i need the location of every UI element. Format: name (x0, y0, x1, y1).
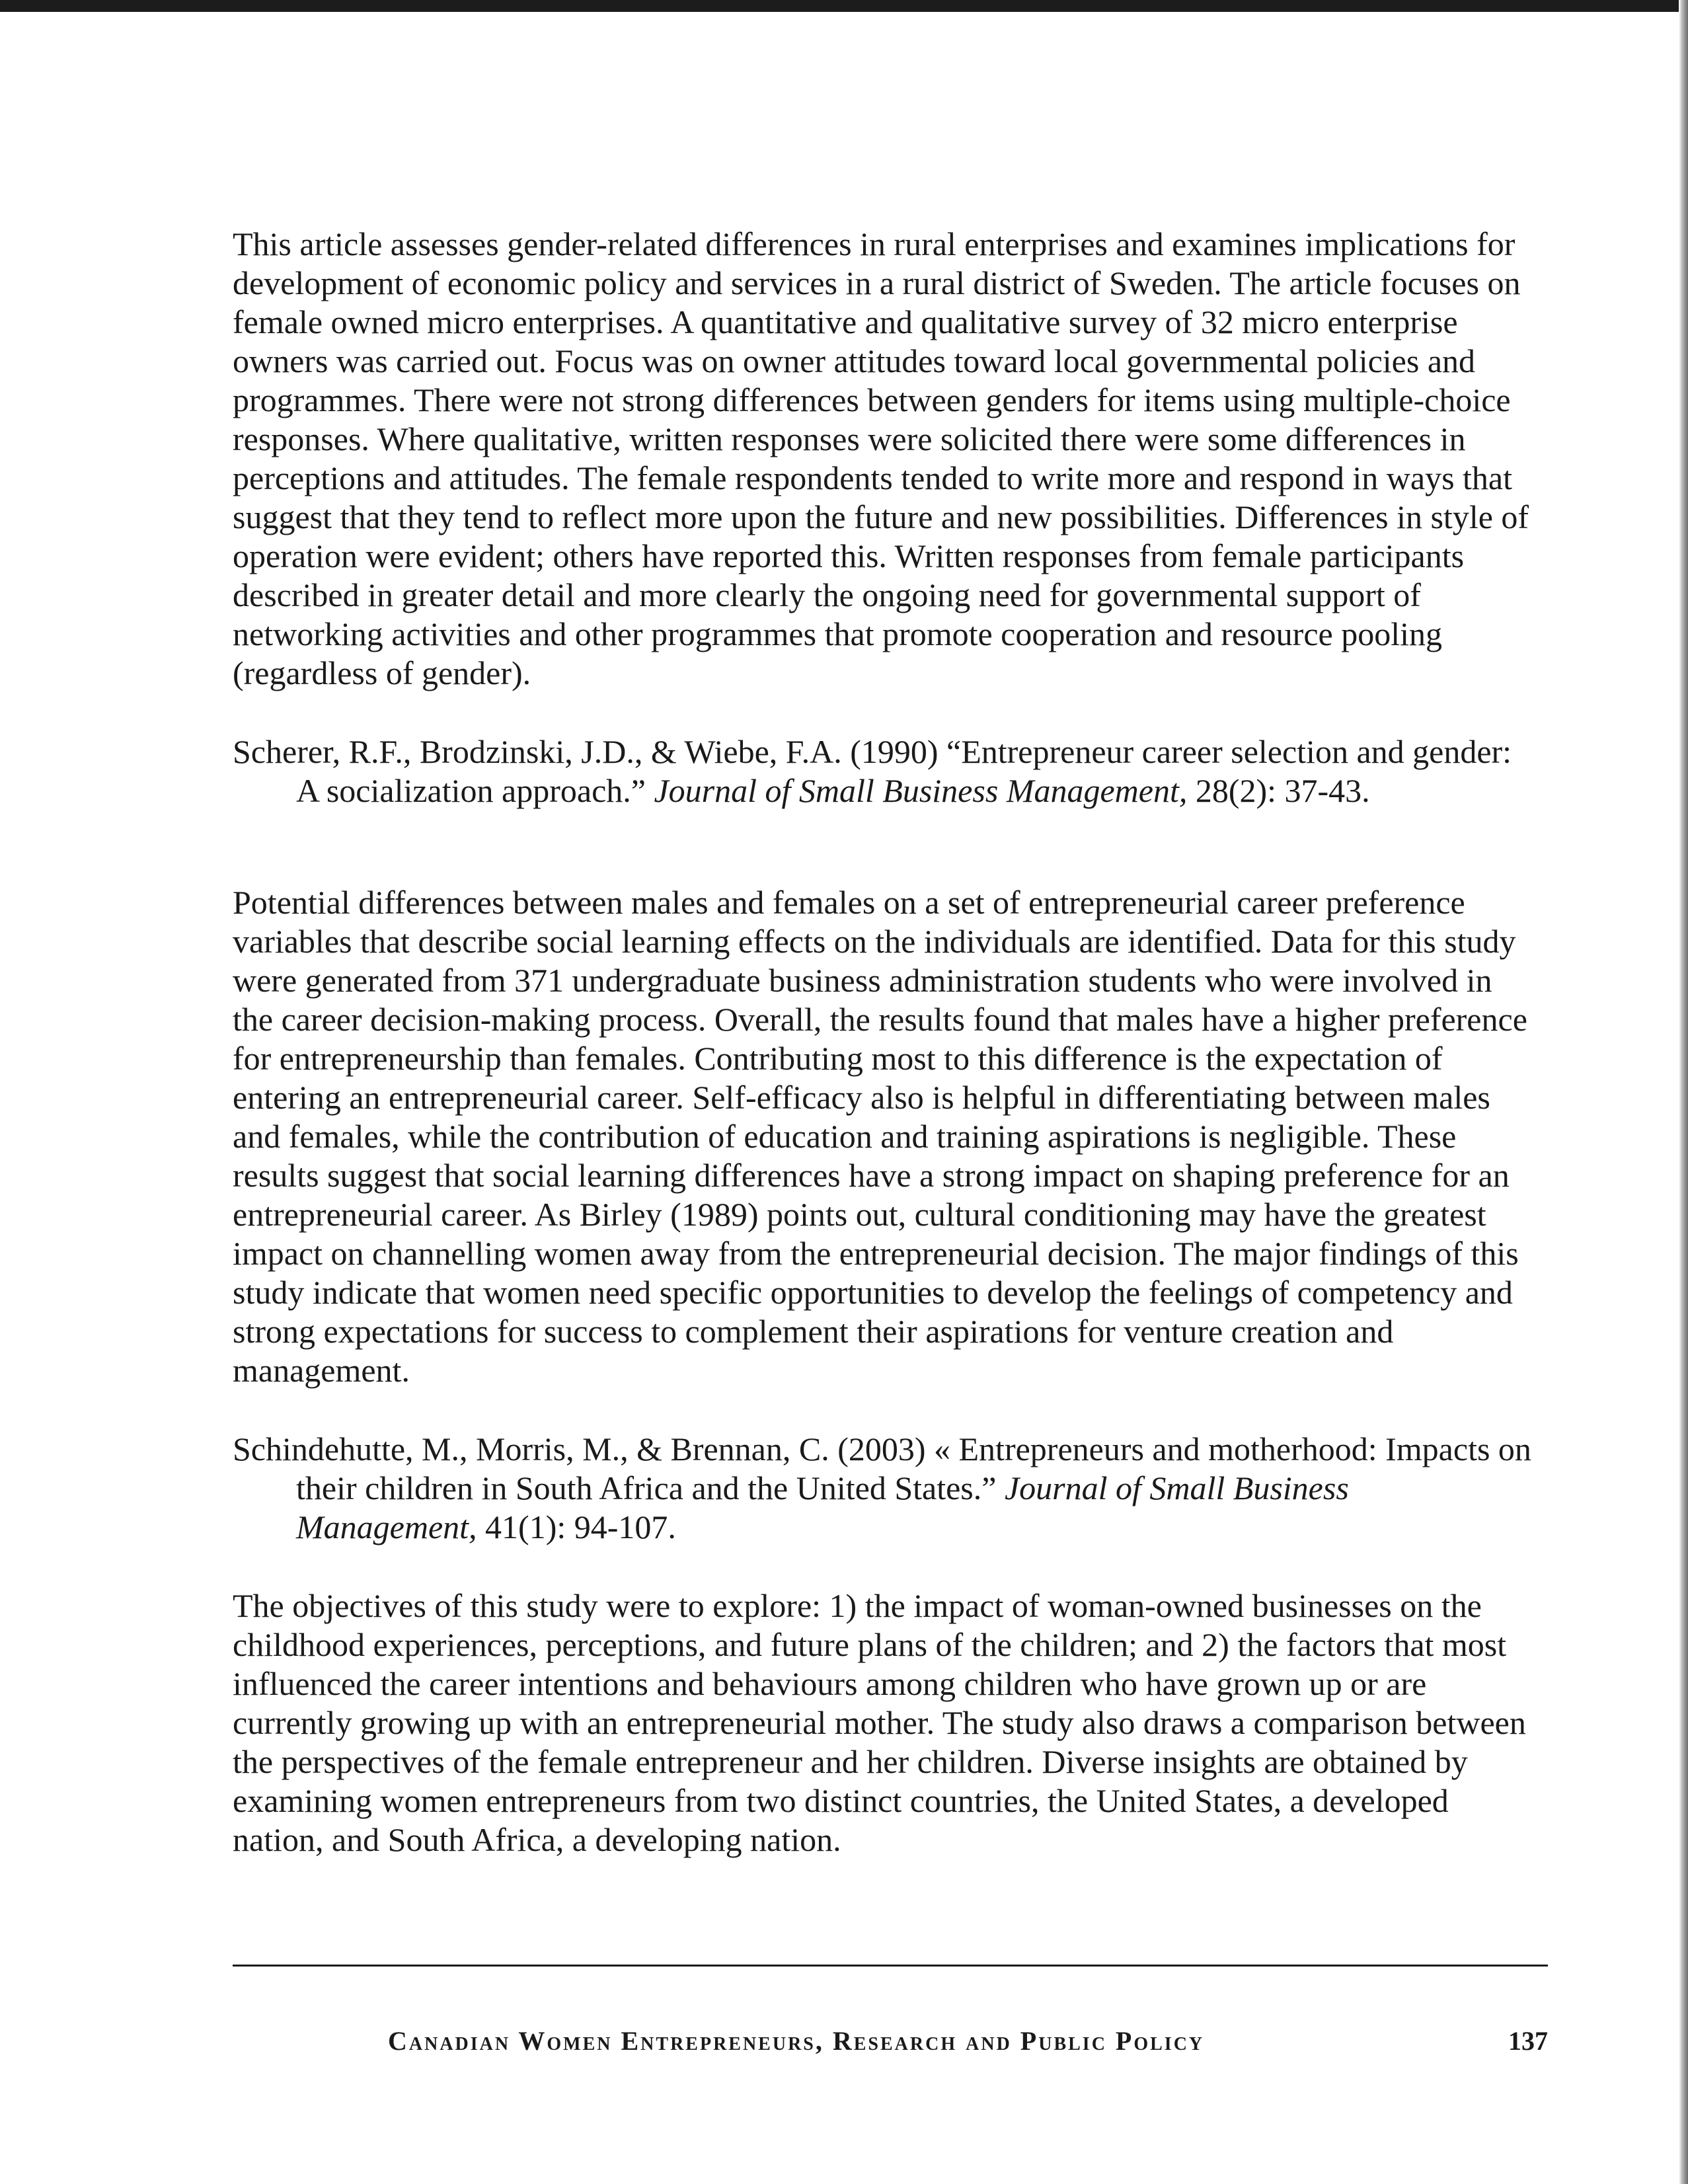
reference-journal: Journal of Small Business Management, (296, 1469, 1349, 1545)
reference-entry (233, 732, 1535, 810)
reference-volume: 28(2): 37-43. (1187, 772, 1370, 809)
paragraph-gap (233, 693, 1535, 732)
abstract-paragraph: This article assesses gender-related differences in rural enterprises and examines implications for development of economic policy and services in a rural district of Sweden. The article focuses on female owned micro enterprises. A quantitative and qualitative survey of 32 micro enterprise owners was carried out. Focus was on owner attitudes toward local governmental policies and programmes. There were not strong differences between genders for items using multiple-choice responses. Where qualitative, written responses were solicited there were some differences in perceptions and attitudes. The female respondents tended to write more and respond in ways that suggest that they tend to reflect more upon the future and new possibilities. Differences in style of operation were evident; others have reported this. Written responses from female participants described in greater detail and more clearly the ongoing need for governmental support of networking activities and other programmes that promote cooperation and resource pooling (regardless of gender). (233, 225, 1529, 691)
reference-volume: 41(1): 94-107. (477, 1508, 676, 1545)
scan-right-edge (1679, 0, 1688, 2184)
reference-journal: Journal of Small Business Management, (654, 772, 1188, 809)
paragraph-gap (233, 1390, 1535, 1430)
page-footer (233, 2021, 1548, 2061)
abstract-paragraph: The objectives of this study were to explore: 1) the impact of woman-owned businesses on the childhood experiences, perceptions, and future plans of the children; and 2) the factors that most influenced the career intentions and behaviours among children who have grown up or are currently growing up with an entrepreneurial mother. The study also draws a comparison between the perspectives of the female entrepreneur and her children. Diverse insights are obtained by examining women entrepreneurs from two distinct countries, the United States, a developed nation, and South Africa, a developing nation. (233, 1587, 1526, 1858)
page-body (233, 225, 1535, 1859)
paragraph-gap (233, 1547, 1535, 1586)
reference-text: Scherer, R.F., Brodzinski, J.D., & Wiebe, F.A. (1990) “Entrepreneur career selection and gender: A socialization approach.” (233, 733, 1512, 809)
running-head: Canadian Women Entrepreneurs, Research and Public Policy (388, 2026, 1205, 2056)
paragraph-gap (233, 810, 1535, 883)
page-number: 137 (1508, 2026, 1548, 2056)
footer-rule (233, 1965, 1548, 1967)
scan-top-edge (0, 0, 1688, 12)
reference-text: Schindehutte, M., Morris, M., & Brennan, C. (2003) « Entrepreneurs and motherhood: Impacts on their children in South Africa and the United States.” (233, 1430, 1531, 1506)
abstract-paragraph: Potential differences between males and females on a set of entrepreneurial career preference variables that describe social learning effects on the individuals are identified. Data for this study were generated from 371 undergraduate business administration students who were involved in the career decision-making process. Overall, the results found that males have a higher preference for entrepreneurship than females. Contributing most to this difference is the expectation of entering an entrepreneurial career. Self-efficacy also is helpful in differentiating between males and females, while the contribution of education and training aspirations is negligible. These results suggest that social learning differences have a strong impact on shaping preference for an entrepreneurial career. As Birley (1989) points out, cultural conditioning may have the greatest impact on channelling women away from the entrepreneurial decision. The major findings of this study indicate that women need specific opportunities to develop the feelings of competency and strong expectations for success to complement their aspirations for venture creation and management. (233, 884, 1527, 1389)
reference-entry (233, 1430, 1535, 1547)
